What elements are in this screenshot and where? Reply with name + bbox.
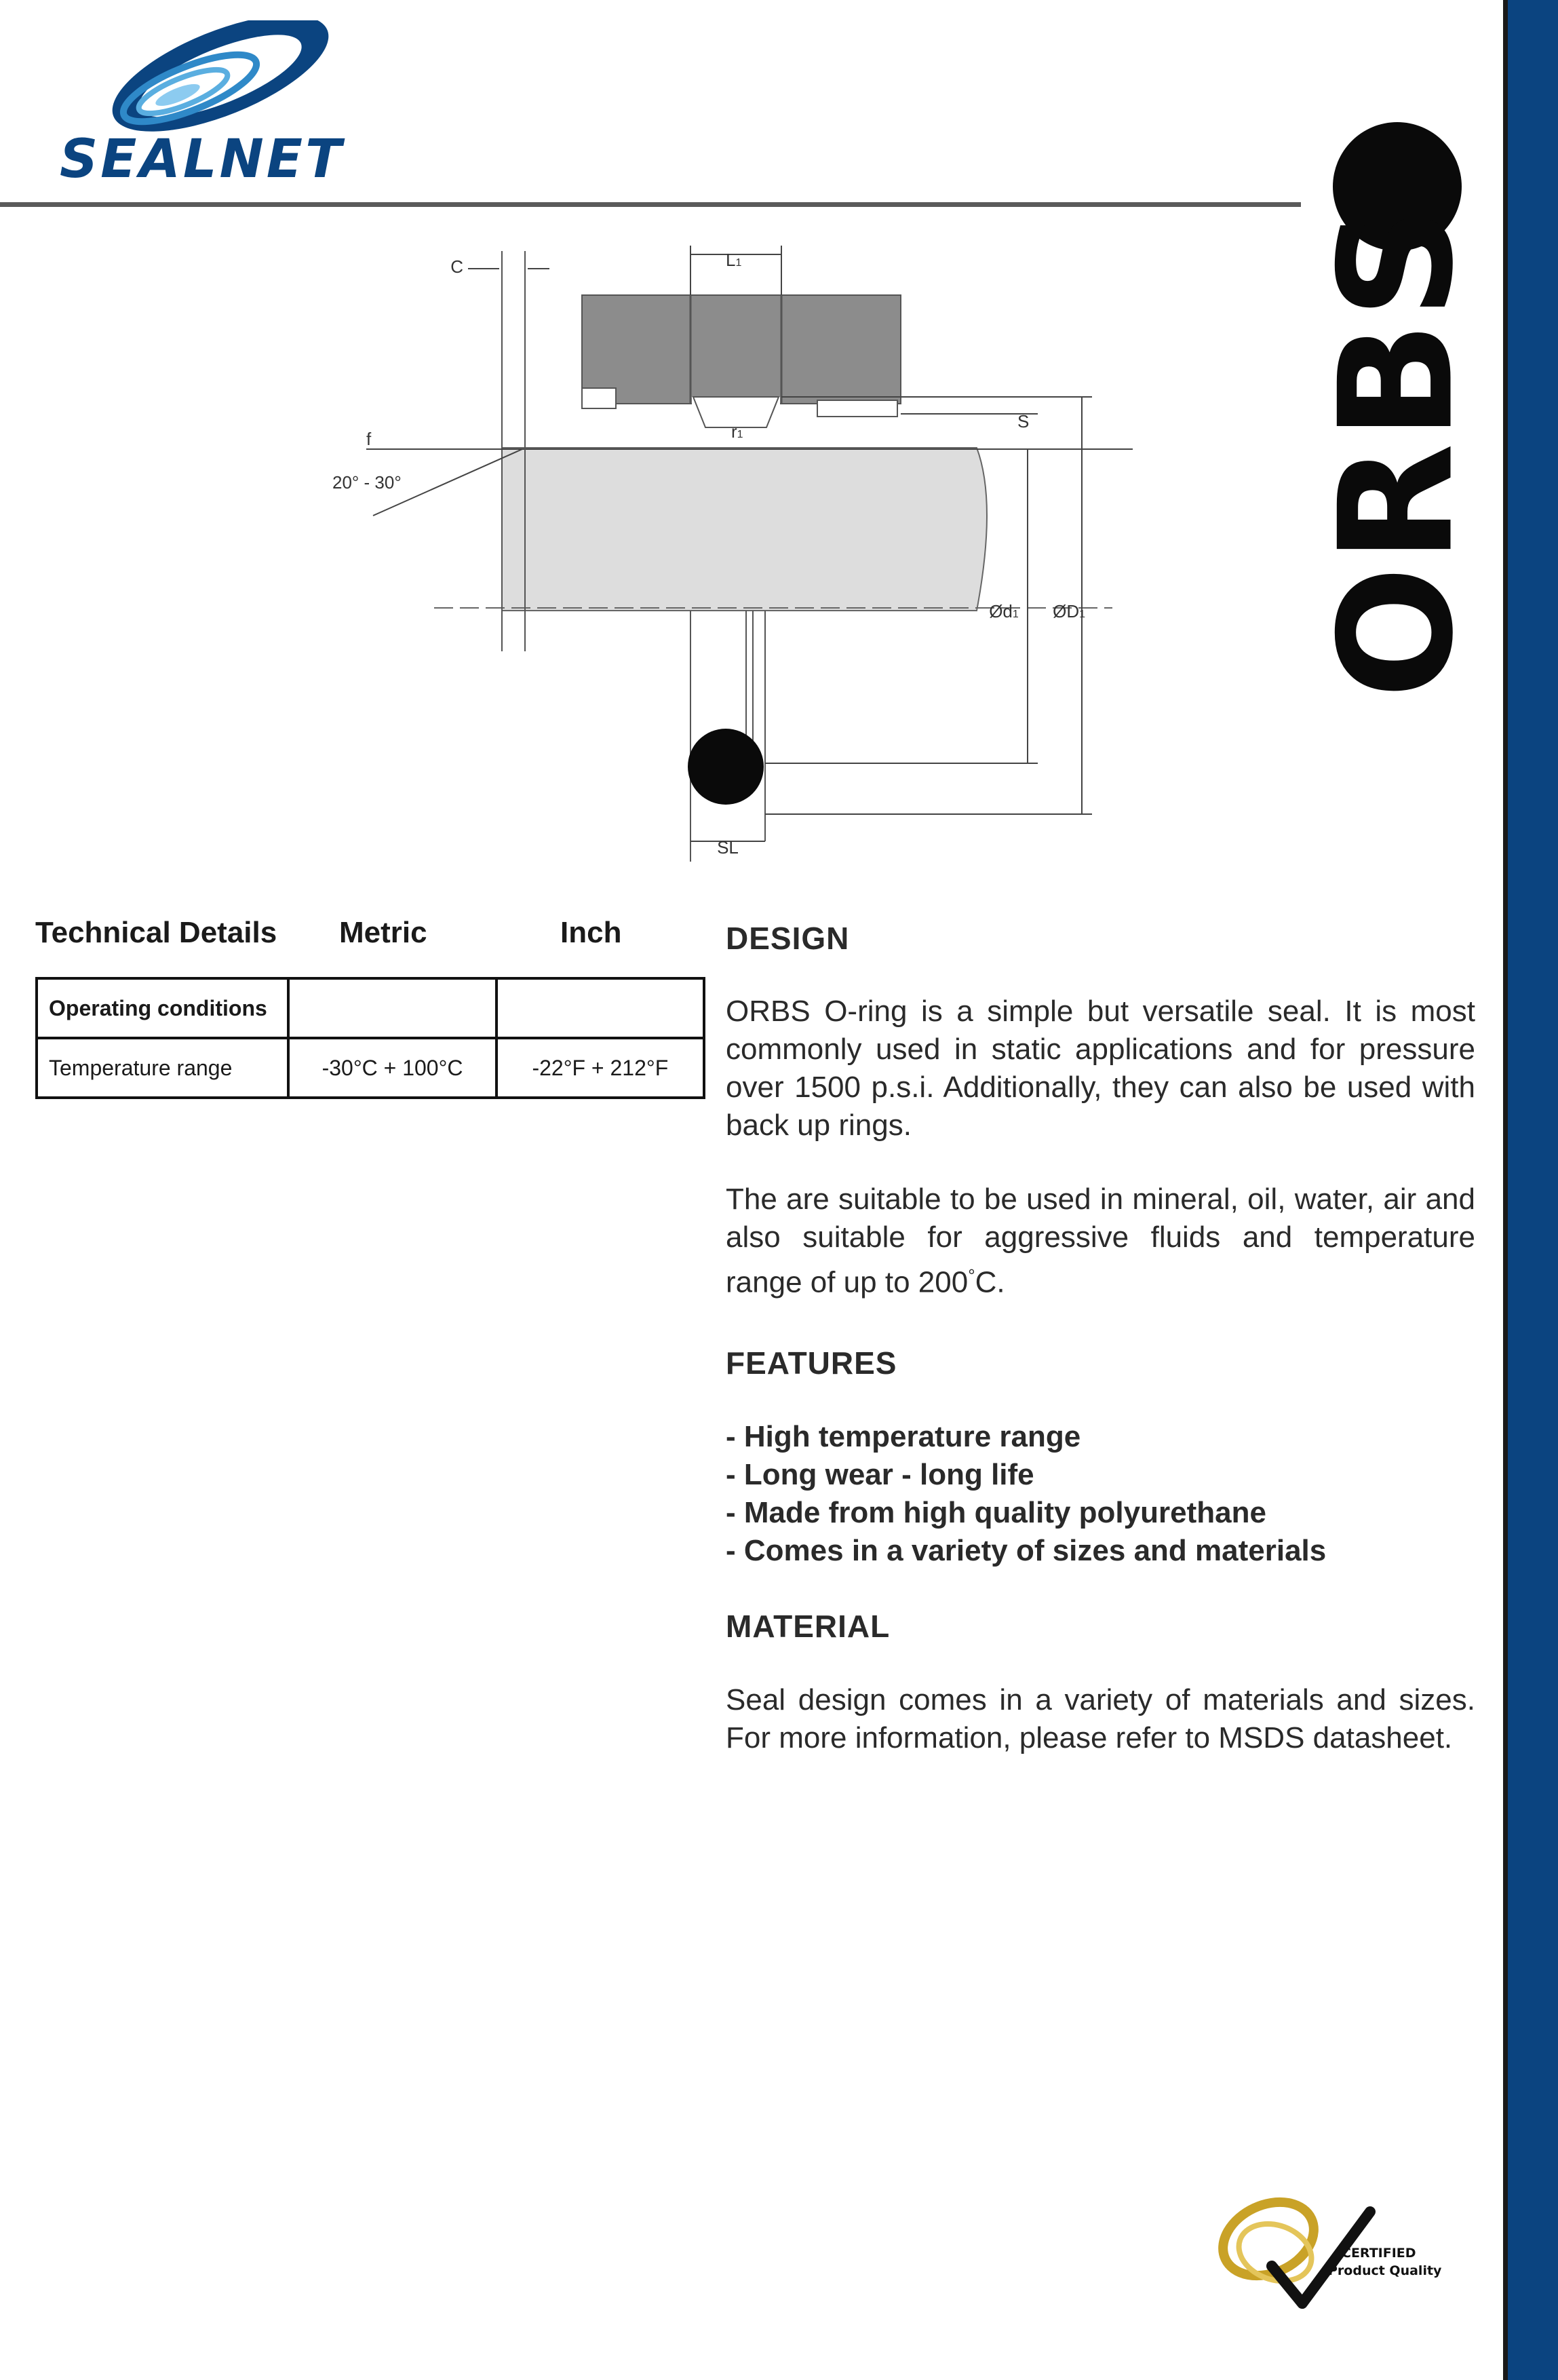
certified-text: CERTIFIED [1342, 2246, 1416, 2261]
design-paragraph-2 [726, 1181, 1475, 1302]
degree-symbol: ° [968, 1265, 975, 1286]
table-row [37, 1038, 704, 1098]
product-quality-text: Product Quality [1328, 2263, 1442, 2278]
label-d1: Ød1 [989, 601, 1019, 621]
label-l1: L1 [726, 250, 742, 270]
label-r1: r1 [731, 421, 743, 442]
design-paragraph-1: ORBS O-ring is a simple but versatile seal. It is most commonly used in static applications and for pressure over 1500 p.s.i. Additionally, they can also be used with back up rings. [726, 995, 1475, 1142]
tech-details-heading: Technical Details [35, 916, 277, 949]
features-heading: FEATURES [726, 1345, 897, 1381]
shaft-body [502, 448, 987, 611]
header-rule [0, 202, 1301, 207]
list-item: - Made from high quality polyurethane [726, 1496, 1266, 1529]
inch-column-heading: Inch [560, 916, 622, 949]
brand-sidebar [1508, 0, 1558, 2380]
table-cell-metric: -30°C + 100°C [288, 1038, 496, 1098]
label-sl: SL [717, 837, 739, 858]
material-paragraph: Seal design comes in a variety of materials and sizes. For more information, please refer to MSDS datasheet. [726, 1683, 1475, 1754]
label-angle: 20° - 30° [332, 472, 402, 493]
housing-block [582, 295, 901, 404]
label-c: C [450, 256, 463, 277]
design-paragraph-2-text: The are suitable to be used in mineral, oil, water, air and also suitable for aggressive fluids and temperature range of up to 200 [726, 1183, 1475, 1299]
backup-notch [817, 400, 897, 417]
table-cell-label: Temperature range [37, 1038, 288, 1098]
unit-text: C. [975, 1265, 1005, 1299]
tech-details-table [35, 977, 705, 1099]
logo-wordmark: SEALNET [60, 129, 345, 190]
product-title: ORBS [1306, 204, 1488, 699]
label-f: f [366, 429, 372, 449]
material-heading: MATERIAL [726, 1609, 891, 1644]
label-D1: ØD1 [1053, 601, 1085, 621]
list-item: - High temperature range [726, 1420, 1081, 1453]
list-item: - Long wear - long life [726, 1458, 1034, 1491]
metric-column-heading: Metric [339, 916, 427, 949]
design-heading: DESIGN [726, 921, 850, 956]
table-cell-inch: -22°F + 212°F [496, 1038, 704, 1098]
chamfer-notch [582, 388, 616, 408]
table-cell-metric [288, 978, 496, 1038]
cert-gold-ring-1 [1211, 2188, 1325, 2290]
sidebar-edge [1503, 0, 1508, 2380]
features-list [726, 1418, 1485, 1570]
seal-drawing [298, 231, 1153, 868]
label-s: S [1017, 411, 1030, 431]
table-row [37, 978, 704, 1038]
o-ring-cross-section-icon [688, 729, 764, 805]
list-item: - Comes in a variety of sizes and materials [726, 1534, 1327, 1567]
table-cell-inch [496, 978, 704, 1038]
table-cell-label: Operating conditions [37, 978, 288, 1038]
